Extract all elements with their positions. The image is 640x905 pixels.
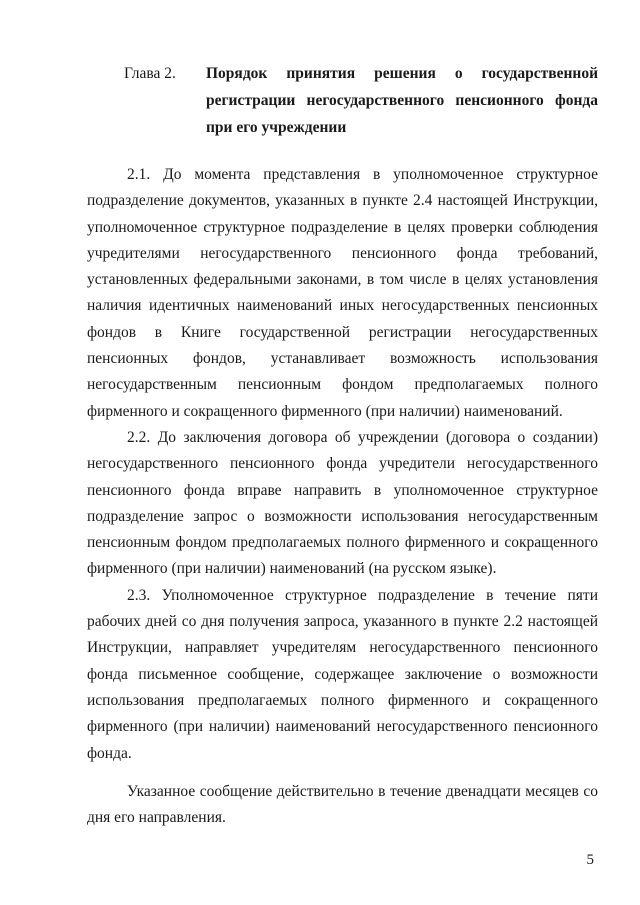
body-text — [87, 162, 598, 831]
chapter-label: Глава 2. — [124, 65, 176, 82]
paragraph-note: Указанное сообщение действительно в течение двенадцати месяцев со дня его направления. — [87, 782, 598, 827]
paragraph-2-2: 2.2. До заключения договора об учреждении (договора о создании) негосударственного пенсионного фонда учредители негосударственного пенсионного фонда вправе направить в уполномоченное структурное подразделение запрос о возможности использования негосударственным пенсионным фондом предполагаемых полного фирменного и сокращенного фирменного (при наличии) наименований (на русском языке). — [87, 428, 598, 578]
paragraph-2-3: 2.3. Уполномоченное структурное подразделение в течение пяти рабочих дней со дня получения запроса, указанного в пункте 2.2 настоящей Инструкции, направляет учредителям негосударственного пенсионного фонда письменное сообщение, содержащее заключение о возможности использования предполагаемых полного фирменного и сокращенного фирменного (при наличии) наименований негосударственного пенсионного фонда. — [87, 586, 598, 762]
paragraph-2-1: 2.1. До момента представления в уполномоченное структурное подразделение документов, указанных в пункте 2.4 настоящей Инструкции, уполномоченное структурное подразделение в целях проверки соблюдения учредителями негосударственного пенсионного фонда требований, установленных федеральными законами, в том числе в целях установления наличия идентичных наименований иных негосударственных пенсионных фондов в Книге государственной регистрации негосударственных пенсионных фондов, устанавливает возможность использования негосударственным пенсионным фондом предполагаемых полного фирменного и сокращенного фирменного (при наличии) наименований. — [87, 166, 598, 420]
chapter-heading — [124, 60, 598, 141]
page-number: 5 — [586, 852, 594, 868]
chapter-title-line-1: Порядок принятия решения о государственной — [206, 65, 598, 82]
chapter-title-rest: регистрации негосударственного пенсионного фонда при его учреждении — [206, 92, 598, 136]
chapter-title — [206, 60, 598, 141]
